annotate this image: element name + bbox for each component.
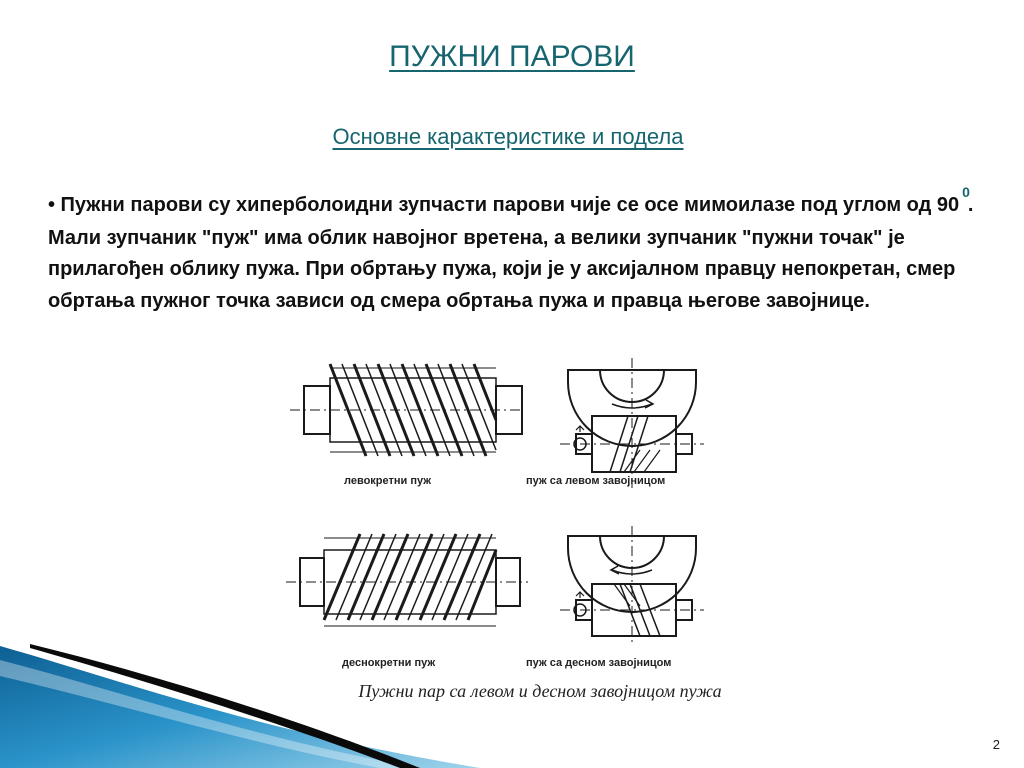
right-hand-worm-drawing — [286, 534, 528, 626]
figure-caption: Пужни пар са левом и десном завојницом пужа — [358, 681, 722, 701]
decorative-corner-swoosh — [0, 620, 480, 768]
right-hand-worm-pair-drawing — [560, 526, 704, 646]
left-hand-worm-pair-drawing — [560, 358, 704, 492]
label-left-hand-worm: левокретни пуж — [344, 475, 432, 487]
paragraph-part-1: • Пужни парови су хиперболоидни зупчасти парови чије се осе мимоилазе под углом од 90 — [48, 194, 960, 216]
degree-mark: 0 — [962, 184, 970, 200]
body-paragraph — [48, 184, 978, 317]
slide-title: ПУЖНИ ПАРОВИ — [389, 40, 635, 73]
left-hand-worm-drawing — [290, 364, 524, 456]
page-number: 2 — [992, 737, 1000, 752]
paragraph-part-2: . Мали зупчаник "пуж" има облик навојног вретена, а велики зупчаник "пужни точак" је прилагођен облику пужа. При обртању пужа, који је у аксијалном правцу непокретан, смер обртања пужног точка зависи од смера обртања пужа и правца његове завојнице. — [48, 194, 974, 312]
label-right-hand-worm: деснокретни пуж — [342, 657, 436, 669]
label-left-hand-worm-pair: пуж са левом завојницом — [526, 475, 666, 487]
label-right-hand-worm-pair: пуж са десном завојницом — [526, 657, 672, 669]
slide-subtitle: Основне карактеристике и подела — [332, 124, 684, 149]
